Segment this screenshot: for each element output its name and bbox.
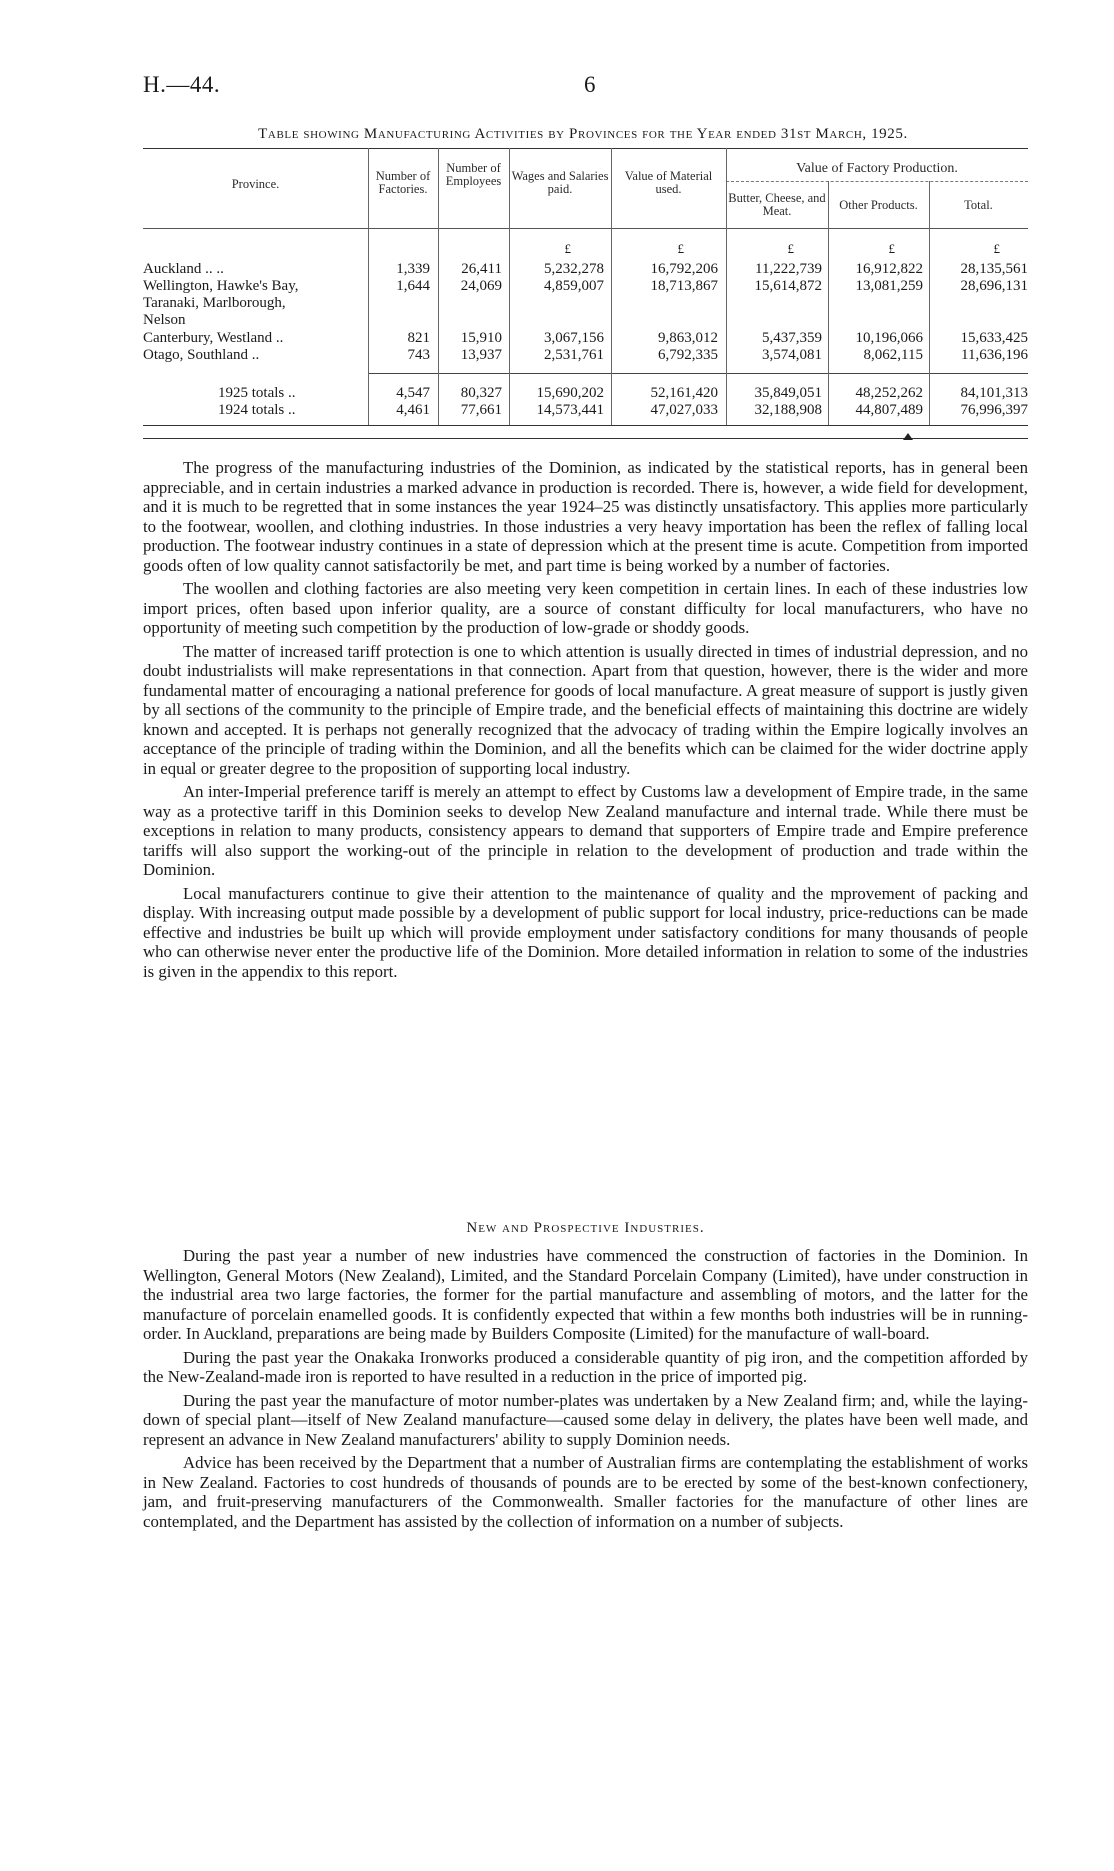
province-cell: Otago, Southland .. xyxy=(143,347,260,363)
other-cell: 16,912,822 xyxy=(855,261,923,277)
province-cell: Auckland .. .. xyxy=(143,261,224,277)
factories-cell: 4,461 xyxy=(396,402,430,418)
paragraph: During the past year the manufacture of motor number-plates was undertaken by a New Zealand firm; and, while the laying-down of special plant—itself of New Zealand manufacture—caused some delay in delivery, the plates have been well made, and represent an advance in New Zealand manufacturers' ability to supply Dominion needs. xyxy=(143,1390,1028,1449)
employees-cell: 77,661 xyxy=(460,402,502,418)
province-cell: Wellington, Hawke's Bay, xyxy=(143,278,299,294)
butter-cell: 5,437,359 xyxy=(762,330,822,346)
table-rule-header xyxy=(143,228,1028,229)
totals-label: 1924 totals .. xyxy=(218,402,296,418)
paragraph: During the past year a number of new industries have commenced the construction of factories in the Dominion. In Wellington, General Motors (New Zealand), Limited, and the Standard Porcelain Company (Limited), have under construction in the industrial area two large factories, the former for the partial manufacture and assembling of motors, and the latter for the manufacture of porcelain enamelled goods. It is confidently expected that within a few months both industries will be in running-order. In Auckland, preparations are being made by Builders Composite (Limited) for the manufacture of wall-board. xyxy=(143,1246,1028,1343)
employees-cell: 24,069 xyxy=(460,278,502,294)
province-cell: Canterbury, Westland .. xyxy=(143,330,284,346)
factories-cell: 4,547 xyxy=(396,385,430,401)
page-reference: H.—44. xyxy=(143,72,221,97)
total-cell: 11,636,196 xyxy=(961,347,1028,363)
col-header-other: Other Products. xyxy=(839,198,918,212)
total-cell: 76,996,397 xyxy=(960,402,1028,418)
other-cell: 44,807,489 xyxy=(855,402,923,418)
col-header-factories: Number of Factories. xyxy=(375,169,431,196)
table-rule-bottom xyxy=(143,425,1028,426)
factories-cell: 743 xyxy=(407,347,430,363)
total-cell: 84,101,313 xyxy=(960,385,1028,401)
paragraph: Advice has been received by the Department that a number of Australian firms are contemplating the establishment of works in New Zealand. Factories to cost hundreds of thousands of pounds are to be erected by some of the best-known confectionery, jam, and fruit-preserving manufacturers of the Commonwealth. Smaller factories for the manufacture of other lines are contemplated, and the Department has assisted by the collection of information on a number of subjects. xyxy=(143,1453,1028,1531)
table-caption: Table showing Manufacturing Activities by Provinces for the Year ended 31st March, 1925. xyxy=(258,126,908,142)
paragraph: An inter-Imperial preference tariff is merely an attempt to effect by Customs law a development of Empire trade, in the same way as a protective tariff in this Dominion seeks to develop New Zealand manufacture and internal trade. While there must be exceptions in relation to many products, consistency appears to demand that supporters of Empire trade and Empire preference tariffs will also support the working-out of the principle in relation to the development of production and trade within the Dominion. xyxy=(143,782,1028,879)
section-divider-rule xyxy=(143,438,1028,439)
butter-cell: 32,188,908 xyxy=(754,402,822,418)
value-group-rule xyxy=(726,181,1028,182)
wages-cell: 2,531,761 xyxy=(544,347,604,363)
unit-pound: £ xyxy=(993,241,1000,256)
factories-cell: 1,339 xyxy=(396,261,430,277)
factories-cell: 821 xyxy=(407,330,430,346)
paragraph: During the past year the Onakaka Ironworks produced a considerable quantity of pig iron, and the competition afforded by the New-Zealand-made iron is reported to have resulted in a reduction in the price of imported pig. xyxy=(143,1347,1028,1386)
wages-cell: 4,859,007 xyxy=(544,278,604,294)
butter-cell: 15,614,872 xyxy=(754,278,822,294)
body-text-main xyxy=(143,458,1028,985)
col-header-butter: Butter, Cheese, and Meat. xyxy=(728,191,826,218)
butter-cell: 11,222,739 xyxy=(755,261,822,277)
other-cell: 10,196,066 xyxy=(855,330,923,346)
col-group-value-production: Value of Factory Production. xyxy=(796,161,958,176)
col-header-province: Province. xyxy=(231,177,280,191)
wages-cell: 3,067,156 xyxy=(544,330,604,346)
col-header-employees: Number of Employees xyxy=(445,161,502,188)
material-cell: 6,792,335 xyxy=(658,347,718,363)
total-cell: 28,135,561 xyxy=(960,261,1028,277)
unit-pound: £ xyxy=(888,241,895,256)
other-cell: 8,062,115 xyxy=(863,347,923,363)
col-header-total: Total. xyxy=(964,198,993,212)
unit-pound: £ xyxy=(677,241,684,256)
unit-pound: £ xyxy=(787,241,794,256)
page-number: 6 xyxy=(584,72,596,97)
factories-cell: 1,644 xyxy=(396,278,430,294)
employees-cell: 13,937 xyxy=(460,347,502,363)
col-header-material: Value of Material used. xyxy=(624,169,713,196)
province-cell: Nelson xyxy=(143,312,186,328)
butter-cell: 35,849,051 xyxy=(754,385,822,401)
material-cell: 47,027,033 xyxy=(650,402,718,418)
total-cell: 28,696,131 xyxy=(960,278,1028,294)
material-cell: 52,161,420 xyxy=(650,385,718,401)
body-text-new-industries xyxy=(143,1246,1028,1535)
wages-cell: 15,690,202 xyxy=(536,385,604,401)
material-cell: 16,792,206 xyxy=(650,261,718,277)
material-cell: 9,863,012 xyxy=(658,330,718,346)
unit-pound: £ xyxy=(564,241,571,256)
other-cell: 48,252,262 xyxy=(855,385,923,401)
province-cell: Taranaki, Marlborough, xyxy=(143,295,286,311)
paragraph: The woollen and clothing factories are also meeting very keen competition in certain lines. In each of these industries low import prices, often based upon inferior quality, are a source of constant difficulty for local manufacturers, who have no opportunity of meeting such competition by the production of low-grade or shoddy goods. xyxy=(143,579,1028,637)
divider-mark xyxy=(903,433,913,440)
paragraph: Local manufacturers continue to give their attention to the maintenance of quality and the mprovement of packing and display. With increasing output made possible by a development of public support for local industry, price-reductions can be made effective and industries be built up which will provide employment under satisfactory conditions for many thousands of people who can otherwise never enter the productive life of the Dominion. More detailed information in relation to some of the industries is given in the appendix to this report. xyxy=(143,883,1028,981)
employees-cell: 80,327 xyxy=(460,385,502,401)
table-rule-top xyxy=(143,148,1028,149)
other-cell: 13,081,259 xyxy=(855,278,923,294)
totals-label: 1925 totals .. xyxy=(218,385,296,401)
material-cell: 18,713,867 xyxy=(650,278,718,294)
section-title: New and Prospective Industries. xyxy=(466,1220,705,1236)
butter-cell: 3,574,081 xyxy=(762,347,822,363)
paragraph: The progress of the manufacturing industries of the Dominion, as indicated by the statistical reports, has in general been appreciable, and in certain industries a marked advance in production is recorded. There is, however, a wide field for development, and it is much to be regretted that in some instances the year 1924–25 was distinctly unsatisfactory. This applies more particularly to the footwear, woollen, and clothing industries. In those industries a very heavy importation has been the reflex of falling local production. The footwear industry continues in a state of depression which at the present time is acute. Competition from imported goods often of low quality cannot satisfactorily be met, and part time is being worked by a number of factories. xyxy=(143,458,1028,575)
col-header-wages: Wages and Salaries paid. xyxy=(511,169,609,196)
paragraph: The matter of increased tariff protection is one to which attention is usually directed in times of industrial depression, and no doubt industrialists will make representations in that connection. Apart from that question, however, there is the wider and more fundamental matter of encouraging a national preference for goods of local manufacture. A great measure of support is justly given by all sections of the community to the principle of Empire trade, and the beneficial effects of maintaining this doctrine are widely known and accepted. It is perhaps not generally recognized that the advocacy of trading within the Empire logically involves an acceptance of the principle of trading within the Dominion, and all the benefits which can be claimed for the wider doctrine apply in equal or greater degree to the proposition of supporting local industry. xyxy=(143,641,1028,778)
wages-cell: 5,232,278 xyxy=(544,261,604,277)
employees-cell: 26,411 xyxy=(461,261,502,277)
wages-cell: 14,573,441 xyxy=(536,402,604,418)
employees-cell: 15,910 xyxy=(460,330,502,346)
total-cell: 15,633,425 xyxy=(960,330,1028,346)
